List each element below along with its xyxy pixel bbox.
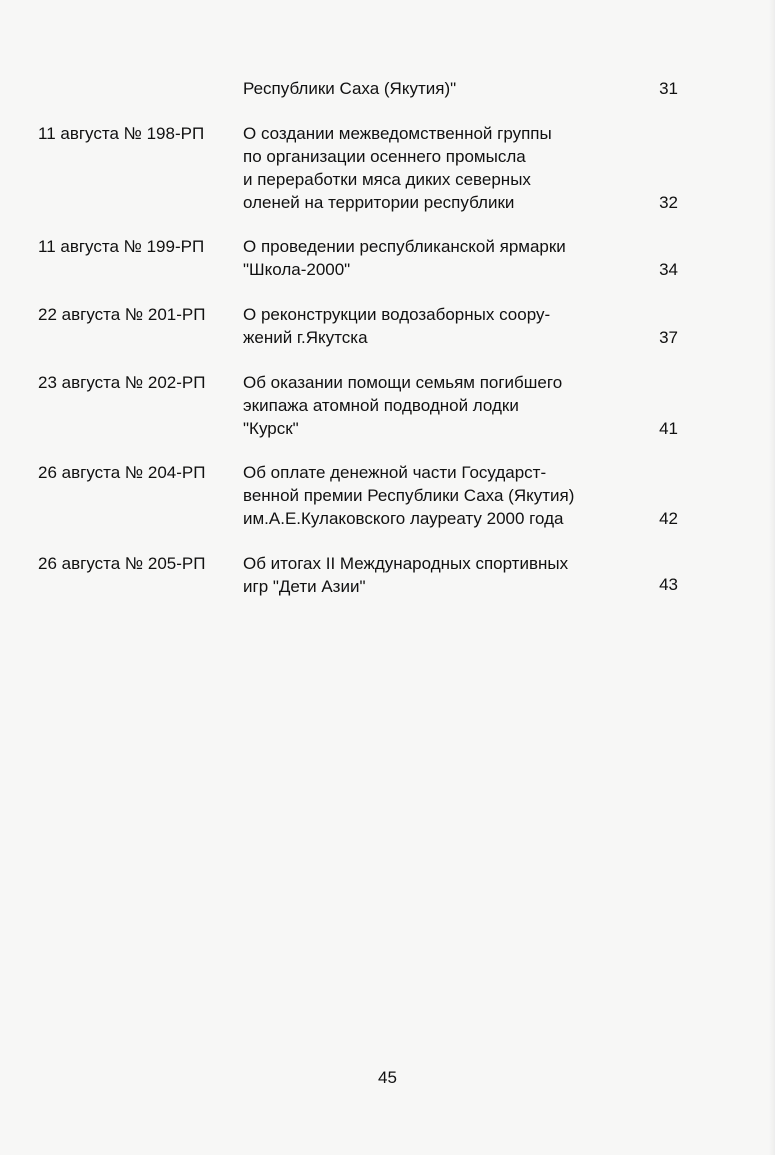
entry-date-number: 23 августа № 202-РП bbox=[38, 373, 206, 392]
entry-date-number: 11 августа № 198-РП bbox=[38, 124, 205, 143]
entry-title-line: Об оказании помощи семьям погибшего bbox=[243, 373, 563, 392]
entry-title bbox=[243, 235, 643, 281]
entry-title-line: Об оплате денежной части Государст- bbox=[243, 463, 547, 482]
entry-date-number: 26 августа № 204-РП bbox=[38, 463, 206, 482]
entry-title-line: венной премии Республики Саха (Якутия) bbox=[243, 486, 575, 505]
entry-title-line: "Курск" bbox=[243, 419, 299, 438]
entry-title bbox=[243, 303, 643, 349]
entry-title-line: Республики Саха (Якутия)" bbox=[243, 79, 457, 98]
entry-title-line: "Школа-2000" bbox=[243, 260, 351, 279]
entry-title-line: О реконструкции водозаборных соору- bbox=[243, 305, 551, 324]
entry-title bbox=[243, 461, 643, 530]
page-number: 45 bbox=[378, 1068, 397, 1087]
entry-page-number: 37 bbox=[659, 328, 678, 347]
entry-title-line: игр "Дети Азии" bbox=[243, 577, 366, 596]
entry-title-line: жений г.Якутска bbox=[243, 328, 368, 347]
entry-title-line: О создании межведомственной группы bbox=[243, 124, 552, 143]
entry-title bbox=[243, 552, 643, 598]
entry-date-number: 22 августа № 201-РП bbox=[38, 305, 206, 324]
entry-page-number: 43 bbox=[659, 575, 678, 594]
entry-date-number: 11 августа № 199-РП bbox=[38, 237, 205, 256]
entry-page-number: 41 bbox=[659, 419, 678, 438]
entry-page-number: 32 bbox=[659, 193, 678, 212]
page-edge-shadow bbox=[769, 0, 775, 1155]
entry-page-number: 31 bbox=[659, 79, 678, 98]
entry-title-line: экипажа атомной подводной лодки bbox=[243, 396, 519, 415]
entry-page-number: 34 bbox=[659, 260, 678, 279]
entry-title bbox=[243, 122, 643, 214]
entry-title bbox=[243, 77, 643, 100]
entry-title-line: О проведении республиканской ярмарки bbox=[243, 237, 566, 256]
entry-page-number: 42 bbox=[659, 509, 678, 528]
entry-title-line: и переработки мяса диких северных bbox=[243, 170, 531, 189]
entry-date-number: 26 августа № 205-РП bbox=[38, 554, 206, 573]
entry-title-line: оленей на территории республики bbox=[243, 193, 515, 212]
entry-title-line: Об итогах II Международных спортивных bbox=[243, 554, 569, 573]
entry-title-line: по организации осеннего промысла bbox=[243, 147, 526, 166]
entry-title-line: им.А.Е.Кулаковского лауреату 2000 года bbox=[243, 509, 564, 528]
entry-title bbox=[243, 371, 643, 440]
